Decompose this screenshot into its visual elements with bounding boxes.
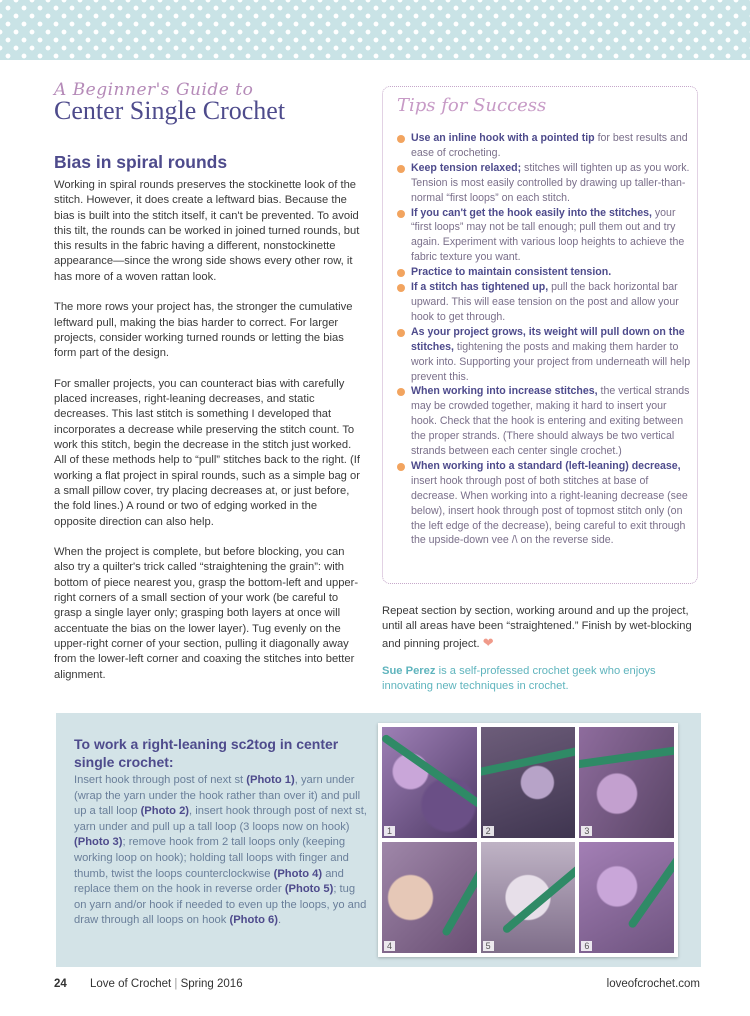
author-bio	[382, 664, 702, 695]
instruction-text: Insert hook through post of next st	[74, 774, 247, 786]
bullet-icon	[397, 388, 405, 396]
tip-text: insert hook through post of both stitches at base of decrease. When working into a right-leaning decrease (see below), insert hook through post of topmost stitch only (on the left edge of the decrease), being careful to exit through the upside-down vee /\ on the reverse side.	[411, 474, 688, 547]
tip-lead: When working into a standard (left-leaning) decrease,	[411, 459, 681, 472]
instruction-panel	[56, 713, 701, 967]
page-title: Center Single Crochet	[54, 96, 286, 125]
photo-number: 1	[384, 826, 395, 836]
instruction-text: and replace them on the hook in reverse order	[74, 867, 344, 896]
article-paragraph: The more rows your project has, the stronger the cumulative leftward pull, making the bias harder to correct. For larger projects, consider working turned rounds or letting the bias form part of the design.	[54, 301, 353, 360]
tip-text: stitches will tighten up as you work. Tension is most easily controlled by drawing up taller-than-normal “first loops” on each stitch.	[411, 161, 690, 204]
tip-item	[395, 131, 691, 161]
tip-text: pull the back horizontal bar upward. This will ease tension on the post and allow your hook to get through.	[411, 281, 679, 323]
tip-lead: Practice to maintain consistent tension.	[411, 266, 612, 279]
tip-item	[395, 206, 691, 266]
tip-item	[395, 459, 691, 548]
photo-number: 2	[483, 826, 494, 836]
instruction-text: , yarn under (wrap the yarn under the hook rather than over it) and pull up a tall loop	[74, 774, 361, 818]
photo-grid	[378, 723, 678, 957]
bullet-icon	[397, 135, 405, 143]
article-paragraph: For smaller projects, you can counteract bias with carefully placed increases, right-leaning decreases, and static decreases. This last stitch is something I developed that incorporates a decrease while preserving the stitch count. To work this stitch, begin the decrease in the stitch just worked. All of these methods help to “pull” stitches back to the right. (If working a flat project in spiral rounds, such as a simple bag or a small pillow cover, try placing decreases at, or just before, the fold lines.) A round or two of edging worked in the opposite direction can also help.	[54, 377, 360, 528]
issue-label: Spring 2016	[180, 978, 243, 990]
crochet-photo	[382, 842, 477, 953]
hook-illustration	[627, 843, 674, 930]
photo-number: 6	[581, 941, 592, 951]
tip-lead: As your project grows, its weight will pull down on the stitches,	[411, 325, 685, 353]
bullet-icon	[397, 329, 405, 337]
panel-heading: To work a right-leaning sc2tog in center single crochet:	[74, 736, 339, 770]
magazine-credit	[90, 978, 243, 990]
crochet-photo	[481, 727, 576, 838]
closing-text: Repeat section by section, working around and up the project, until all areas have been “straightened.” Finish by wet-blocking and pinning project.	[382, 605, 692, 650]
hook-illustration	[481, 743, 576, 780]
photo-ref: (Photo 5)	[284, 883, 334, 896]
instruction-text: , insert hook through post of next st, yarn under and pull up a tall loop (3 loops now on hook)	[74, 805, 367, 833]
photo-ref: (Photo 2)	[140, 805, 190, 818]
tip-text: for best results and ease of crocheting.	[411, 132, 688, 159]
crochet-photo	[481, 842, 576, 953]
bullet-icon	[397, 269, 405, 277]
tip-lead: If you can't get the hook easily into the stitches,	[411, 206, 652, 219]
tip-text: the vertical strands may be crowded together, making it hard to insert your hook. Check that the hook is entering and exiting between the proper strands. (There should always be two vertical strands between each center single crochet.)	[411, 385, 690, 458]
hook-illustration	[382, 733, 477, 808]
photo-ref: (Photo 1)	[246, 774, 295, 786]
tips-title: Tips for Success	[397, 95, 547, 116]
bullet-icon	[397, 210, 405, 218]
tip-text: your “first loops” may not be tall enough; pull them out and try again. Experiment with various loop heights to achieve the fabric texture you want.	[411, 206, 685, 264]
bullet-icon	[397, 284, 405, 292]
crochet-photo	[579, 842, 674, 953]
tip-item	[395, 325, 691, 385]
article-body	[54, 178, 360, 698]
hook-illustration	[441, 855, 477, 937]
dotted-header-band	[0, 0, 750, 60]
tip-lead: When working into increase stitches,	[411, 385, 598, 398]
tip-item	[395, 384, 691, 459]
article-paragraph: Working in spiral rounds preserves the stockinette look of the stitch. However, it does create a leftward bias. Because the bias is built into the stitch itself, it can't be prevented. To avoid this tilt, the rounds can be worked in joined turned rounds, but this results in the fabric having a different, nonstockinette appearance—since the wrong side shows every other row, it has more of a woven rattan look.	[54, 179, 360, 283]
tip-text: tightening the posts and making them harder to work into. Supporting your project from underneath will help prevent this.	[411, 340, 691, 383]
tip-item	[395, 161, 691, 206]
title-kicker: A Beginner's Guide to	[54, 80, 254, 100]
bullet-icon	[397, 463, 405, 471]
author-name: Sue Perez	[382, 665, 436, 677]
hook-illustration	[501, 858, 575, 935]
tip-item	[395, 280, 691, 325]
magazine-name: Love of Crochet	[90, 978, 172, 990]
photo-ref: (Photo 6)	[229, 914, 278, 927]
article-paragraph: When the project is complete, but before blocking, you can also try a quilter's trick called “straightening the grain”: with bottom of piece nearest you, grasp the bottom-left and upper-right corners of a small section of your work (be careful to grasp a single layer only; grasping both layers at once will accentuate the bias on the lower layer). Tug evenly on the upper-right corner of your section, pulling it diagonally away from the lower-left corner and coaxing the stitches into better alignment.	[54, 546, 359, 681]
heart-icon: ❤	[482, 634, 494, 650]
instruction-text: ; tug on yarn and/or hook if needed to even up the loops, yo and draw through all loops on hook	[74, 883, 367, 927]
photo-ref: (Photo 4)	[273, 867, 323, 880]
crochet-photo	[579, 727, 674, 838]
instruction-text: .	[277, 914, 282, 927]
panel-instructions	[74, 773, 368, 929]
hook-illustration	[579, 743, 674, 770]
tip-item	[395, 265, 691, 280]
section-heading: Bias in spiral rounds	[54, 152, 228, 172]
footer-separator: |	[171, 978, 181, 990]
photo-number: 4	[384, 941, 395, 951]
bullet-icon	[397, 165, 405, 173]
website-url: loveofcrochet.com	[606, 978, 700, 990]
photo-number: 3	[581, 826, 592, 836]
photo-number: 5	[483, 941, 494, 951]
page-number: 24	[54, 978, 67, 990]
tip-lead: Keep tension relaxed;	[411, 161, 522, 174]
closing-paragraph	[382, 604, 702, 652]
tips-list	[395, 131, 691, 548]
photo-ref: (Photo 3)	[74, 836, 123, 849]
bio-text: is a self-professed crochet geek who enjoys innovating new techniques in crochet.	[382, 665, 656, 693]
tip-lead: If a stitch has tightened up,	[411, 281, 549, 294]
tip-lead: Use an inline hook with a pointed tip	[411, 132, 595, 144]
tips-box	[382, 86, 698, 584]
instruction-text: ; remove hook from 2 tall loops only (keeping working loop on hook); holding tall loops with finger and thumb, twist the loops counterclockwise	[74, 836, 349, 880]
crochet-photo	[382, 727, 477, 838]
